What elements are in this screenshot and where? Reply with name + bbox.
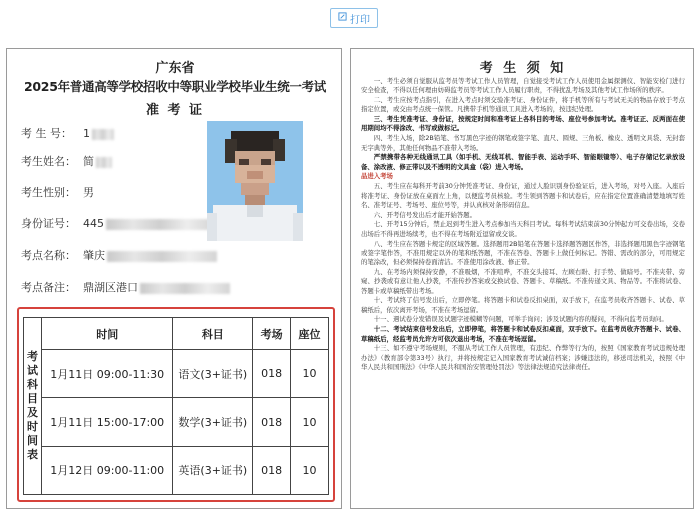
column-header-time: 时间 bbox=[41, 318, 172, 350]
cell-room: 018 bbox=[253, 446, 291, 494]
notice-paragraph: 九、在考场内须保持安静，不准吸烟，不准喧哗，不准交头接耳、左顾右盼、打手势、做暗号。不准夹带、旁窥、抄袭或有意让他人抄袭，不准传抄答案或交换试卷、答题卡、草稿纸。不准传递文具、物品等。不准将试卷、答题卡或草稿纸带出考场。 bbox=[361, 267, 685, 295]
field-value: 445 bbox=[83, 217, 104, 230]
side-char: 科 bbox=[26, 378, 38, 391]
notice-paragraph: 三、考生凭准考证、身份证，按规定时间和准考证上各科目的考场、座位号参加考试。准考证正、反两面在使用期间均不得涂改、书写或做标记。 bbox=[361, 115, 685, 133]
table-row bbox=[24, 446, 329, 494]
cell-room: 018 bbox=[253, 398, 291, 446]
cell-room: 018 bbox=[253, 350, 291, 398]
field-value: 鼎湖区港口 bbox=[83, 281, 138, 294]
cell-time: 1月11日 15:00-17:00 bbox=[41, 398, 172, 446]
print-button[interactable] bbox=[330, 8, 378, 28]
candidate-photo bbox=[207, 121, 303, 241]
notice-body bbox=[361, 77, 685, 505]
field-label: 考 生 号： bbox=[21, 127, 72, 140]
column-header-seat: 座位 bbox=[291, 318, 329, 350]
cell-seat: 10 bbox=[291, 398, 329, 446]
field-name bbox=[21, 153, 112, 169]
side-char: 及 bbox=[26, 406, 38, 419]
field-label: 考生性别： bbox=[21, 186, 76, 199]
exam-schedule-table bbox=[23, 317, 329, 495]
notice-paragraph: 十三、如不遵守考场规则，不服从考试工作人员管理，有违纪、作弊等行为的，按照《国家教育考试违规处理办法》（教育部令第33号）执行，并将按规定记入国家教育考试诚信档案；涉嫌违法的，移送司法机关，按照《中华人民共和国刑法》《中华人民共和国治安管理处罚法》等法律法规追究法律责任。 bbox=[361, 344, 685, 371]
field-label: 考点备注： bbox=[21, 281, 76, 294]
ticket-title-label: 准 考 证 bbox=[145, 103, 205, 118]
side-char: 时 bbox=[26, 420, 38, 433]
notice-paragraph: 二、考生应按考点指引，在进入考点时须交验准考证、身份证件，将手机等所有与考试无关的物品存放于考点指定位置，或交由考点统一保管。凡携带手机等通讯工具进入考场的，按违纪处理。 bbox=[361, 96, 685, 114]
notice-paragraph: 十二、考试结束信号发出后，立即停笔，将答题卡和试卷反扣桌面，双手放下。在监考员收齐答题卡、试卷、草稿纸后，经监考员允许方可依次退出考场，不准在考场逗留。 bbox=[361, 325, 685, 343]
cell-time: 1月12日 09:00-11:00 bbox=[41, 446, 172, 494]
cell-seat: 10 bbox=[291, 350, 329, 398]
field-label: 身份证号： bbox=[21, 217, 76, 230]
notice-paragraph: 八、考生应在答题卡规定的区域答题。选择题用2B铅笔在答题卡选择题答题区作答，非选择题用黑色字迹钢笔或签字笔作答，不准用规定以外的笔和纸答题，不准在答卷、答题卡上做任何标记。答错、需改的部分，可用规定的笔涂改，但必须保持卷面清洁。不准使用涂改液、修正带。 bbox=[361, 239, 685, 267]
exam-notice-panel bbox=[350, 48, 694, 509]
redacted-block bbox=[140, 283, 230, 294]
field-site-remark bbox=[21, 279, 230, 295]
side-char: 间 bbox=[26, 434, 38, 447]
print-label: 打印 bbox=[350, 14, 370, 26]
schedule-side-label bbox=[24, 318, 42, 495]
cell-seat: 10 bbox=[291, 446, 329, 494]
notice-paragraph: 十一、遇试卷分发错误及试题字迹模糊等问题，可举手询问；涉及试题内容的疑问，不得向监考员询问。 bbox=[373, 315, 668, 324]
field-gender bbox=[21, 184, 94, 200]
field-exam-number bbox=[21, 125, 114, 141]
redacted-block bbox=[92, 129, 114, 140]
field-value: 简 bbox=[83, 155, 94, 168]
side-char: 试 bbox=[26, 364, 38, 377]
exam-schedule-highlight bbox=[17, 307, 335, 502]
notice-paragraph: 五、考生应在每科开考前30分钟凭准考证、身份证，通过人脸识别身份验证后，进入考场，对号入座。入座后将准考证、身份证放在桌面左上角，以便监考员核验。考生领到答题卡和试卷后，应在指定位置准确清楚地填写姓名、准考证号、考场号、座位号等，并认真核对条形码信息。 bbox=[361, 182, 685, 209]
notice-paragraph: 十、考试终了信号发出后，立即停笔。将答题卡和试卷反扣桌面，双手放下，在监考员收齐答题卡、试卷、草稿纸后，依次离开考场，不准在考场逗留。 bbox=[361, 296, 685, 314]
notice-title: 考 生 须 知 bbox=[479, 61, 567, 76]
field-value: 1 bbox=[83, 127, 90, 140]
field-label: 考生姓名： bbox=[21, 155, 76, 168]
redacted-block bbox=[107, 251, 217, 262]
ticket-title-exam: 2025年普通高等学校招收中等职业学校毕业生统一考试 bbox=[24, 79, 326, 94]
notice-paragraph: 品进入考场 bbox=[361, 172, 393, 181]
ticket-title-province: 广东省 bbox=[155, 61, 195, 76]
side-char: 目 bbox=[26, 392, 38, 405]
redacted-block bbox=[106, 219, 214, 230]
toolbar bbox=[0, 0, 700, 38]
field-value: 男 bbox=[83, 186, 94, 199]
notice-paragraph: 六、开考信号发出后才能开始答题。 bbox=[373, 210, 477, 219]
cell-subject: 数学(3+证书) bbox=[173, 398, 253, 446]
side-char: 考 bbox=[26, 350, 38, 363]
column-header-room: 考场 bbox=[253, 318, 291, 350]
table-row bbox=[24, 398, 329, 446]
cell-subject: 语文(3+证书) bbox=[173, 350, 253, 398]
notice-paragraph: 一、考生必须自觉服从监考员等考试工作人员管理，自觉接受考试工作人员使用金属探测仪、智能安检门进行安全检查，不得以任何理由妨碍监考员等考试工作人员履行职责，不得扰乱考场及其他考试工作场所的秩序。 bbox=[361, 77, 685, 95]
field-id-number bbox=[21, 215, 214, 231]
admission-ticket bbox=[6, 48, 342, 509]
field-value: 肇庆 bbox=[83, 249, 105, 262]
column-header-subject: 科目 bbox=[173, 318, 253, 350]
field-exam-site bbox=[21, 247, 217, 263]
side-char: 表 bbox=[26, 448, 38, 461]
table-row bbox=[24, 350, 329, 398]
redacted-block bbox=[96, 157, 112, 168]
notice-paragraph: 严禁携带各种无线通讯工具（如手机、无线耳机、智能手表、运动手环、智能眼镜等）、电子存储记忆录放设备、涂改液、修正带以及不透明的文具盒（袋）进入考场。 bbox=[361, 153, 685, 171]
notice-paragraph: 七、开考15分钟后，禁止迟到考生进入考点参加当天科目考试。每科考试结束前30分钟起方可交卷出场，交卷出场后不得再进场续考，也不得在考场附近逗留或交谈。 bbox=[361, 220, 685, 238]
table-header-row bbox=[24, 318, 329, 350]
cell-time: 1月11日 09:00-11:30 bbox=[41, 350, 172, 398]
edit-icon bbox=[338, 12, 347, 24]
cell-subject: 英语(3+证书) bbox=[173, 446, 253, 494]
notice-paragraph: 四、考生入场，除2B铅笔、书写黑色字迹的钢笔或签字笔、直尺、圆规、三角板、橡皮、透明文具袋、无封套无字典等外，其他任何物品不准带入考场。 bbox=[361, 134, 685, 152]
field-label: 考点名称： bbox=[21, 249, 76, 262]
